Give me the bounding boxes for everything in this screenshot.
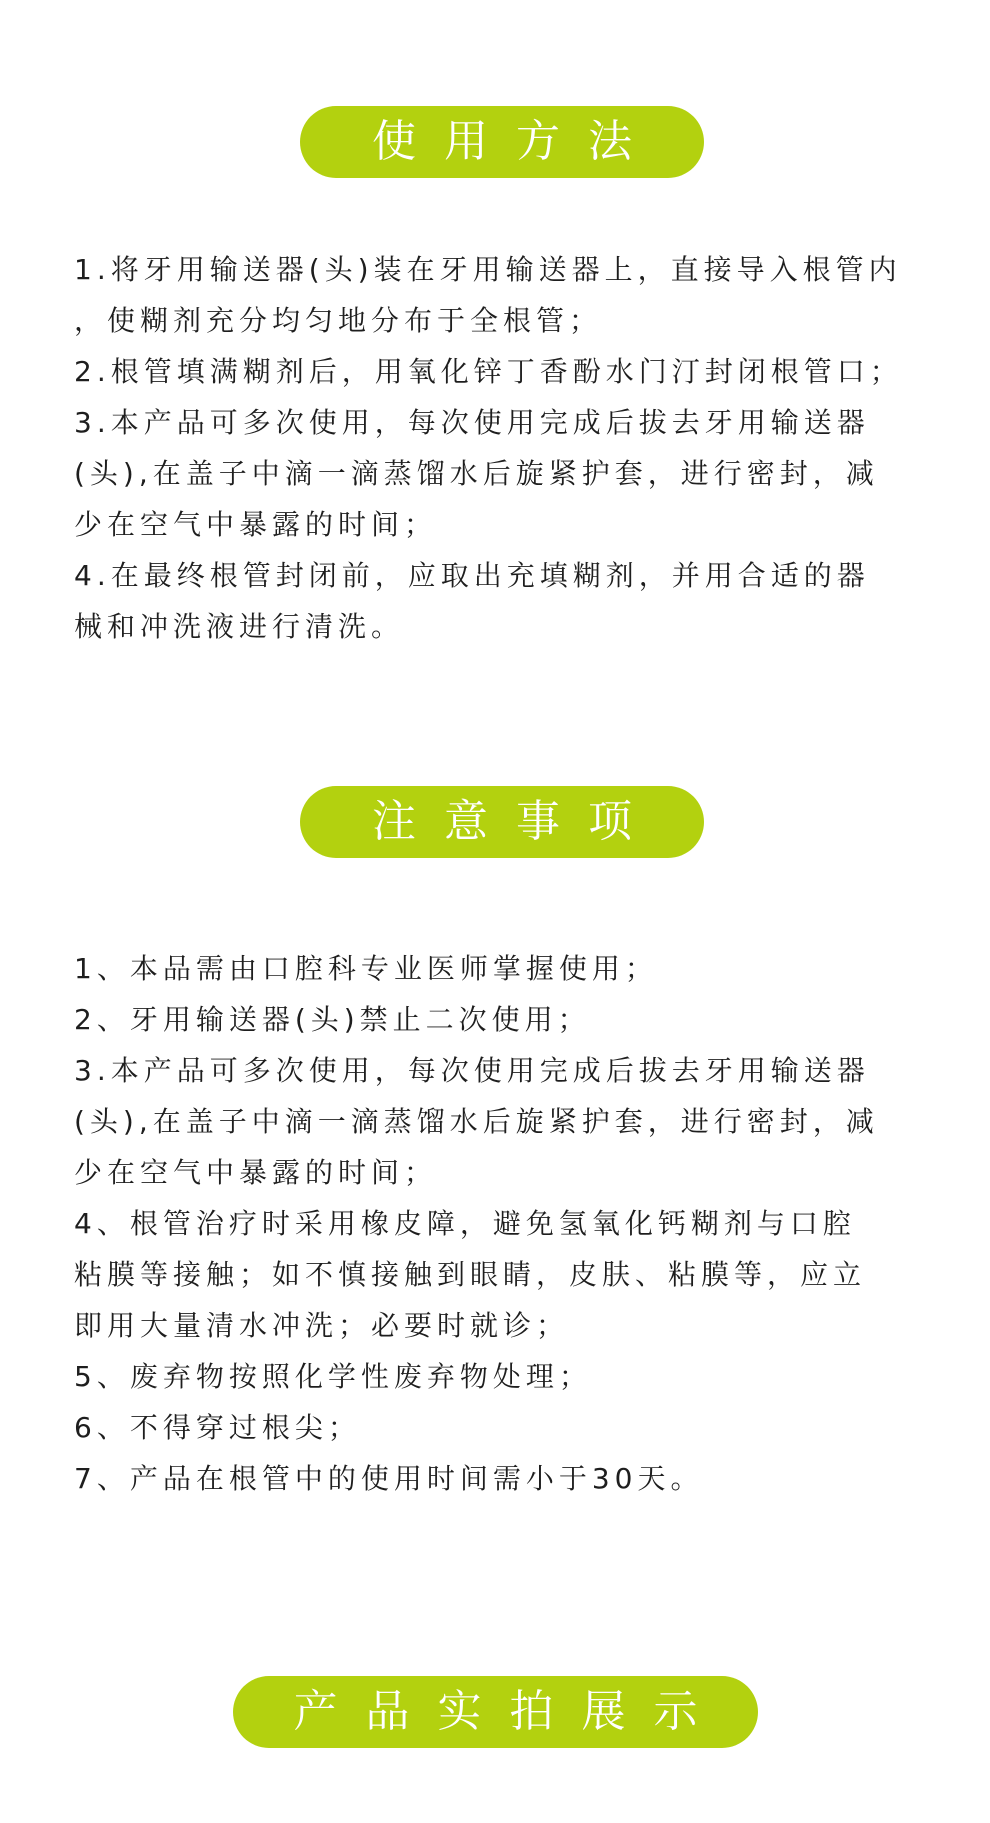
- list-item-line: 即用大量清水冲洗；必要时就诊；: [74, 1309, 570, 1342]
- list-item: [74, 550, 944, 652]
- list-item-line: 2、牙用输送器(头)禁止二次使用；: [74, 1003, 591, 1036]
- list-item-line: 1、本品需由口腔科专业医师掌握使用；: [74, 952, 658, 985]
- list-item-line: 7、产品在根管中的使用时间需小于30天。: [74, 1462, 704, 1495]
- list-item-line: 4、根管治疗时采用橡皮障，避免氢氧化钙糊剂与口腔: [74, 1207, 856, 1240]
- list-item: [74, 994, 944, 1045]
- list-item: [74, 244, 944, 346]
- list-item-line: 3.本产品可多次使用，每次使用完成后拔去牙用输送器: [74, 1054, 870, 1087]
- list-item-line: 4.在最终根管封闭前，应取出充填糊剂，并用合适的器: [74, 559, 870, 592]
- list-item-line: 少在空气中暴露的时间；: [74, 508, 438, 541]
- list-item: [74, 1045, 944, 1198]
- list-item-line: 3.本产品可多次使用，每次使用完成后拔去牙用输送器: [74, 406, 870, 439]
- list-item-line: 械和冲洗液进行清洗。: [74, 610, 405, 643]
- list-item-line: (头),在盖子中滴一滴蒸馏水后旋紧护套，进行密封，减: [74, 457, 879, 490]
- list-item-line: 1.将牙用输送器(头)装在牙用输送器上，直接导入根管内: [74, 253, 902, 286]
- list-item-line: 2.根管填满糊剂后，用氧化锌丁香酚水门汀封闭根管口；: [74, 355, 903, 388]
- list-item: [74, 346, 944, 397]
- list-item-line: ，使糊剂充分均匀地分布于全根管；: [74, 304, 603, 337]
- list-item: [74, 1351, 944, 1402]
- list-item: [74, 1402, 944, 1453]
- list-item-line: 粘膜等接触；如不慎接触到眼睛，皮肤、粘膜等，应立: [74, 1258, 867, 1291]
- list-item-line: 6、不得穿过根尖；: [74, 1411, 361, 1444]
- notice-list: [74, 943, 944, 1504]
- list-item: [74, 1453, 944, 1504]
- list-item-line: (头),在盖子中滴一滴蒸馏水后旋紧护套，进行密封，减: [74, 1105, 879, 1138]
- section-title-gallery: 产品实拍展示: [233, 1676, 758, 1748]
- section-title-notice: 注意事项: [300, 786, 704, 858]
- list-item: [74, 397, 944, 550]
- list-item-line: 5、废弃物按照化学性废弃物处理；: [74, 1360, 592, 1393]
- usage-instructions-list: [74, 244, 944, 652]
- section-title-usage: 使用方法: [300, 106, 704, 178]
- list-item: [74, 1198, 944, 1351]
- list-item: [74, 943, 944, 994]
- list-item-line: 少在空气中暴露的时间；: [74, 1156, 438, 1189]
